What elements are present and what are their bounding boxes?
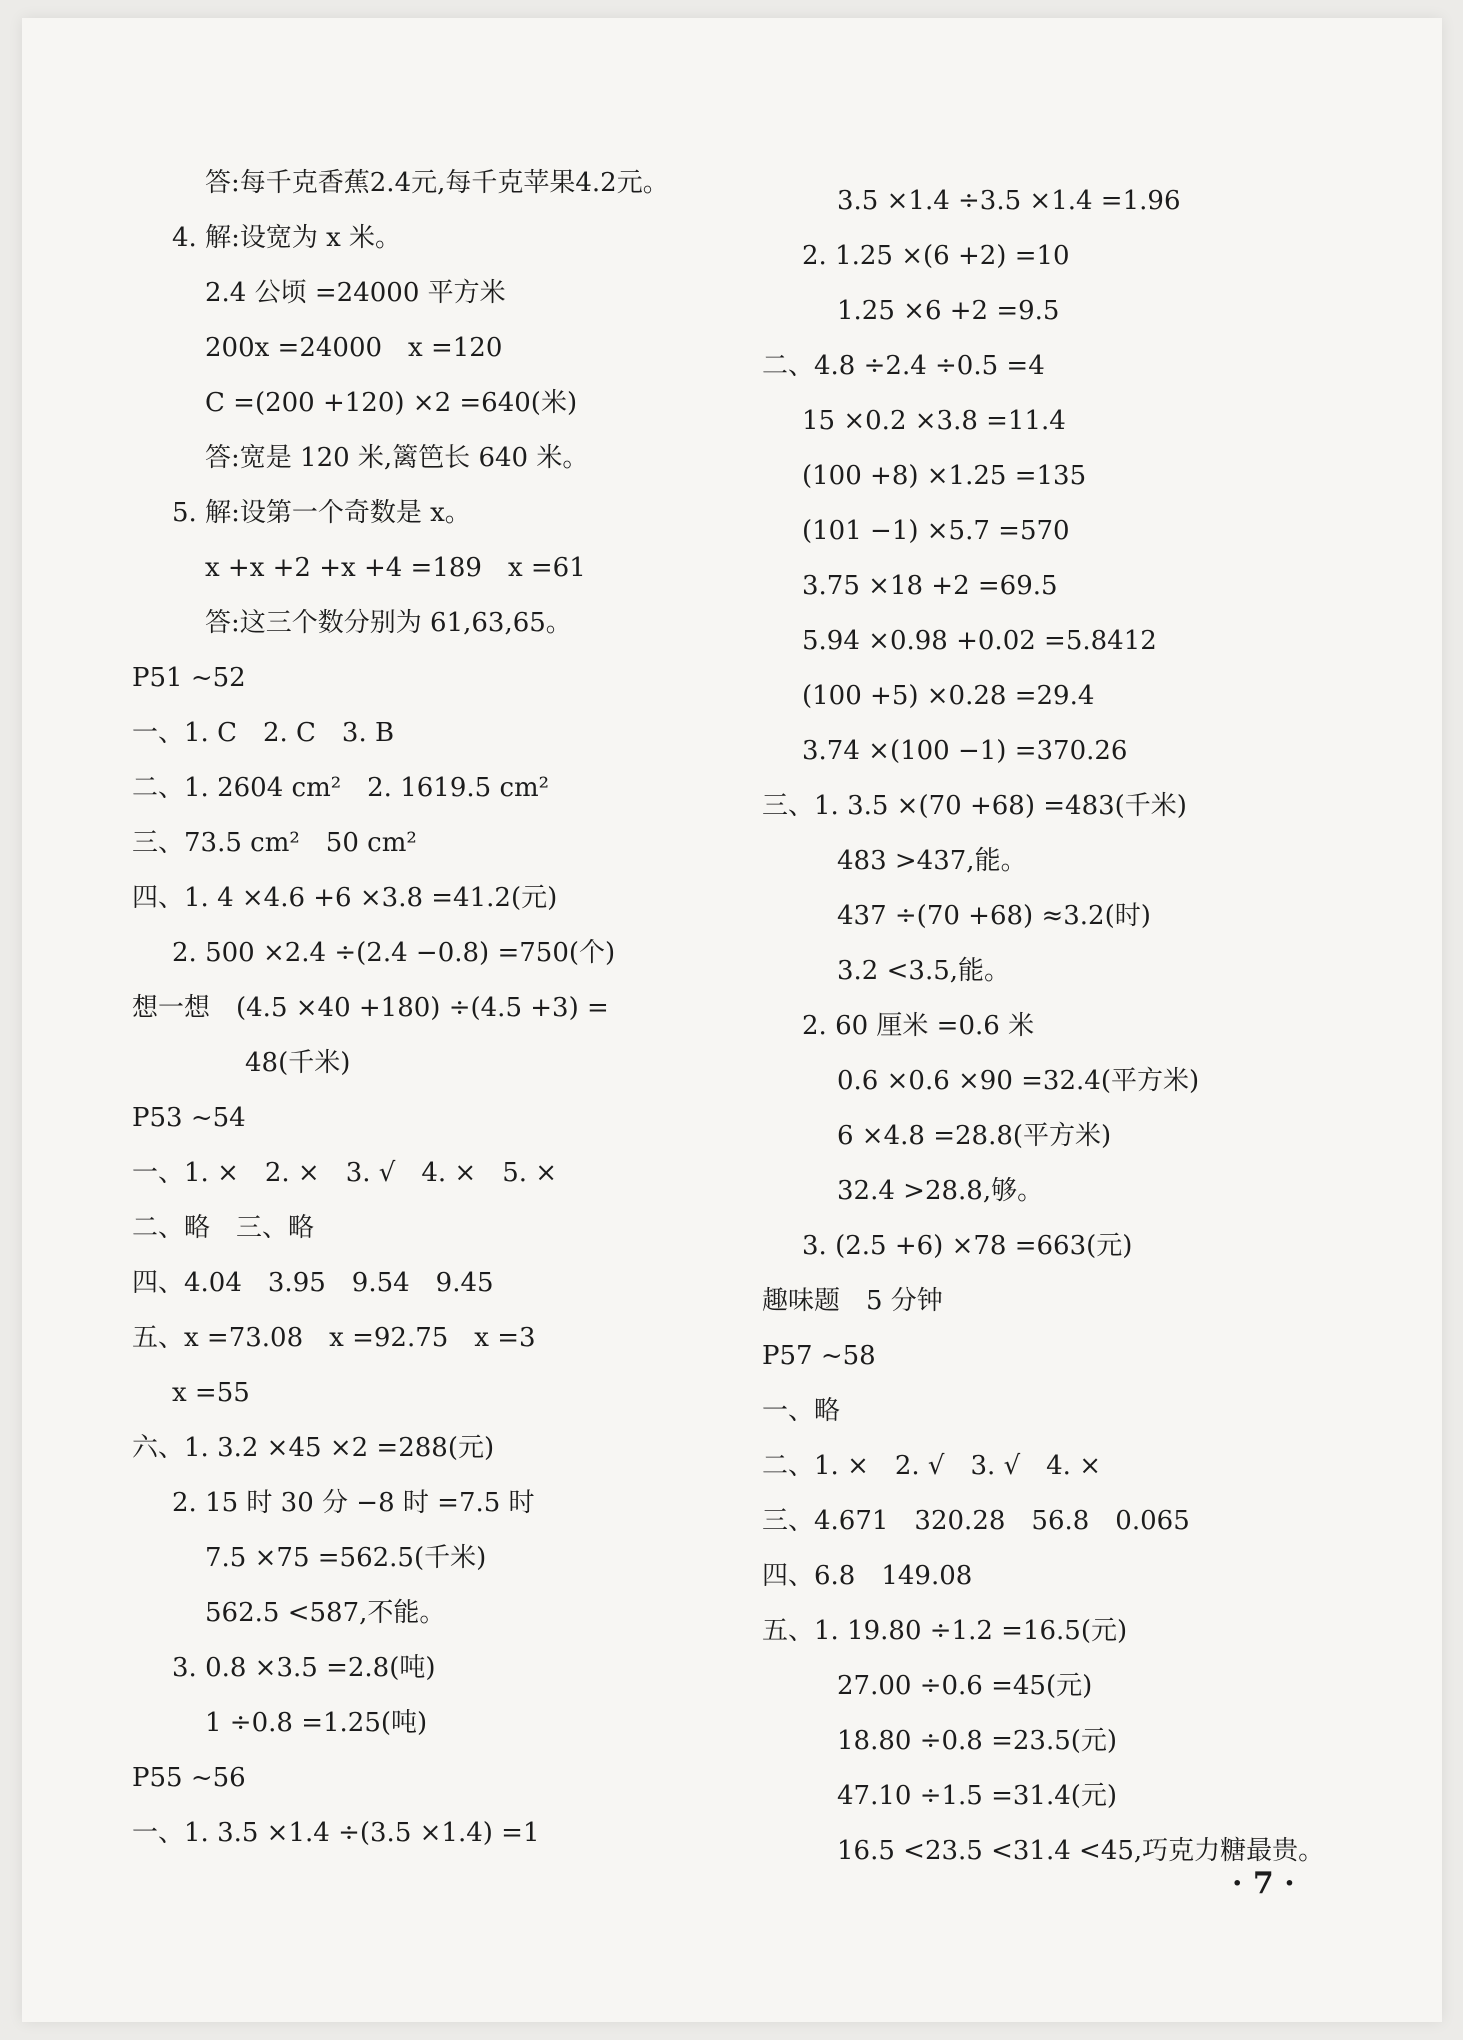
- answer-line: 答:这三个数分别为 61,63,65。: [205, 608, 572, 638]
- answer-page: [22, 18, 1442, 2022]
- answer-line: 答:宽是 120 米,篱笆长 640 米。: [205, 443, 589, 473]
- answer-line: 五、1. 19.80 ÷1.2 =16.5(元): [762, 1616, 1128, 1646]
- answer-line: 3.2 <3.5,能。: [837, 956, 1011, 986]
- answer-line: 一、1. 3.5 ×1.4 ÷(3.5 ×1.4) =1: [132, 1818, 540, 1848]
- answer-line: 15 ×0.2 ×3.8 =11.4: [802, 406, 1066, 436]
- section-heading: P51 ~52: [132, 663, 246, 693]
- answer-line: 200x =24000 x =120: [205, 333, 503, 363]
- answer-line: 2.4 公顷 =24000 平方米: [205, 278, 506, 308]
- answer-line: 二、4.8 ÷2.4 ÷0.5 =4: [762, 351, 1045, 381]
- answer-line: 27.00 ÷0.6 =45(元): [837, 1671, 1093, 1701]
- answer-line: 483 >437,能。: [837, 846, 1027, 876]
- answer-line: 18.80 ÷0.8 =23.5(元): [837, 1726, 1118, 1756]
- answer-line: 四、1. 4 ×4.6 +6 ×3.8 =41.2(元): [132, 883, 558, 913]
- answer-line: 答:每千克香蕉2.4元,每千克苹果4.2元。: [205, 168, 669, 198]
- answer-line: 二、略 三、略: [132, 1213, 315, 1243]
- answer-line: (100 +5) ×0.28 =29.4: [802, 681, 1095, 711]
- answer-line: 6 ×4.8 =28.8(平方米): [837, 1121, 1112, 1151]
- answer-line: 437 ÷(70 +68) ≈3.2(时): [837, 901, 1151, 931]
- answer-line: 一、1. C 2. C 3. B: [132, 718, 395, 748]
- answer-line: 562.5 <587,不能。: [205, 1598, 446, 1628]
- answer-line: 二、1. × 2. √ 3. √ 4. ×: [762, 1451, 1101, 1481]
- answer-line: 2. 60 厘米 =0.6 米: [802, 1011, 1035, 1041]
- answer-line: 5. 解:设第一个奇数是 x。: [172, 498, 471, 528]
- answer-line: 2. 1.25 ×(6 +2) =10: [802, 241, 1070, 271]
- answer-line: 3. 0.8 ×3.5 =2.8(吨): [172, 1653, 436, 1683]
- answer-line: 一、1. × 2. × 3. √ 4. × 5. ×: [132, 1158, 558, 1188]
- answer-line: (101 −1) ×5.7 =570: [802, 516, 1070, 546]
- answer-line: 48(千米): [245, 1048, 351, 1078]
- answer-line: 六、1. 3.2 ×45 ×2 =288(元): [132, 1433, 495, 1463]
- section-heading: P53 ~54: [132, 1103, 246, 1133]
- answer-line: 47.10 ÷1.5 =31.4(元): [837, 1781, 1118, 1811]
- answer-line: 16.5 <23.5 <31.4 <45,巧克力糖最贵。: [837, 1836, 1325, 1866]
- answer-line: 0.6 ×0.6 ×90 =32.4(平方米): [837, 1066, 1200, 1096]
- answer-line: 32.4 >28.8,够。: [837, 1176, 1044, 1206]
- answer-line: 2. 15 时 30 分 −8 时 =7.5 时: [172, 1488, 535, 1518]
- answer-line: 3.75 ×18 +2 =69.5: [802, 571, 1058, 601]
- page-number: · 7 ·: [1232, 1866, 1295, 1901]
- answer-line: 3. (2.5 +6) ×78 =663(元): [802, 1231, 1133, 1261]
- answer-line: 3.5 ×1.4 ÷3.5 ×1.4 =1.96: [837, 186, 1181, 216]
- answer-line: 1 ÷0.8 =1.25(吨): [205, 1708, 428, 1738]
- answer-line: 四、4.04 3.95 9.54 9.45: [132, 1268, 494, 1298]
- answer-line: 5.94 ×0.98 +0.02 =5.8412: [802, 626, 1157, 656]
- answer-line: 二、1. 2604 cm² 2. 1619.5 cm²: [132, 773, 550, 803]
- answer-line: 4. 解:设宽为 x 米。: [172, 223, 402, 253]
- answer-line: 四、6.8 149.08: [762, 1561, 973, 1591]
- answer-line: 三、1. 3.5 ×(70 +68) =483(千米): [762, 791, 1187, 821]
- answer-line: (100 +8) ×1.25 =135: [802, 461, 1087, 491]
- answer-line: 五、x =73.08 x =92.75 x =3: [132, 1323, 536, 1353]
- answer-line: 1.25 ×6 +2 =9.5: [837, 296, 1060, 326]
- answer-line: 三、73.5 cm² 50 cm²: [132, 828, 417, 858]
- answer-line: 趣味题 5 分钟: [762, 1286, 943, 1316]
- answer-line: 一、略: [762, 1396, 841, 1426]
- answer-line: 想一想 (4.5 ×40 +180) ÷(4.5 +3) =: [132, 993, 609, 1023]
- answer-line: x =55: [172, 1378, 250, 1408]
- answer-line: 2. 500 ×2.4 ÷(2.4 −0.8) =750(个): [172, 938, 616, 968]
- answer-line: 3.74 ×(100 −1) =370.26: [802, 736, 1128, 766]
- answer-line: C =(200 +120) ×2 =640(米): [205, 388, 578, 418]
- answer-line: 7.5 ×75 =562.5(千米): [205, 1543, 487, 1573]
- answer-line: 三、4.671 320.28 56.8 0.065: [762, 1506, 1190, 1536]
- section-heading: P55 ~56: [132, 1763, 246, 1793]
- answer-line: x +x +2 +x +4 =189 x =61: [205, 553, 586, 583]
- section-heading: P57 ~58: [762, 1341, 876, 1371]
